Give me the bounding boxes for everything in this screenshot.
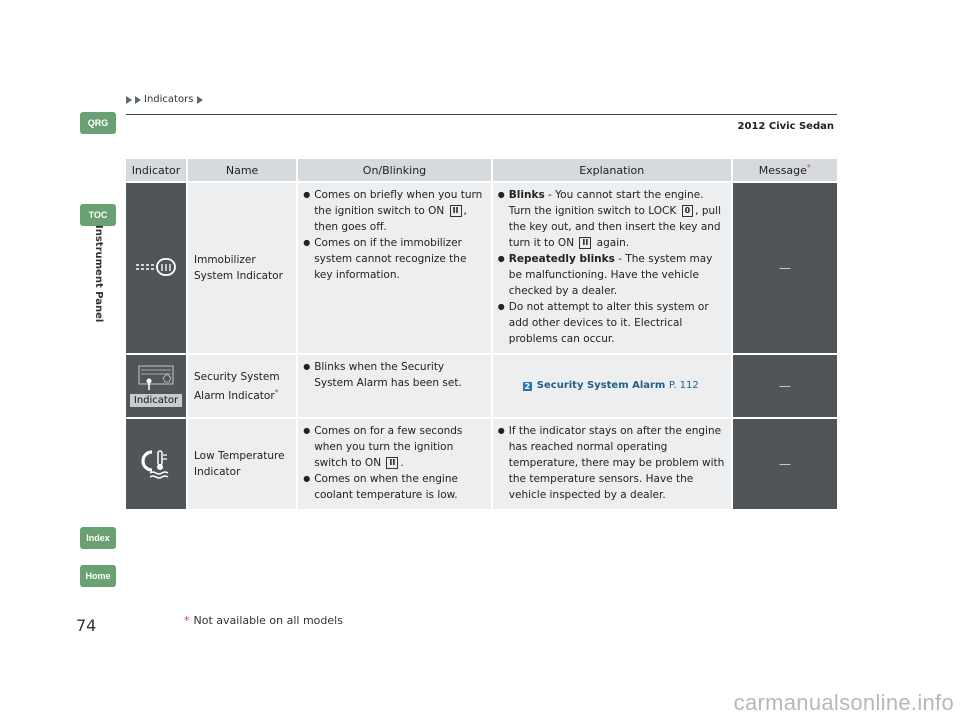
breadcrumb[interactable] <box>126 94 204 105</box>
on-blinking-cell <box>296 419 491 509</box>
list-item: ● If the indicator stays on after the engine has reached normal operating temperature, there may be problem with the temperature sensors. Have the vehicle inspected by a dealer. <box>497 423 725 503</box>
qrg-button[interactable]: QRG <box>80 112 116 134</box>
index-button[interactable]: Index <box>80 527 116 549</box>
column-header: On/Blinking <box>296 159 491 181</box>
chevron-right-icon <box>135 96 141 104</box>
on-blinking-cell <box>296 355 491 417</box>
list-item: ● Comes on briefly when you turn the ignition switch to ON II , then goes off. <box>302 187 485 235</box>
list-item: ● Blinks - You cannot start the engine. Turn the ignition switch to LOCK 0 , pull the key out, and then insert the key and turn it to ON II again. <box>497 187 725 251</box>
breadcrumb-label[interactable]: Indicators <box>144 94 194 105</box>
section-label: Instrument Panel <box>93 225 104 323</box>
table-row <box>126 355 837 417</box>
page-number: 74 <box>76 616 97 635</box>
column-header: Message* <box>731 159 837 181</box>
list-item: ● Comes on for a few seconds when you turn the ignition switch to ON II . <box>302 423 485 471</box>
list-item: ● Do not attempt to alter this system or add other devices to it. Electrical problems can occur. <box>497 299 725 347</box>
immobilizer-key-icon <box>134 256 178 278</box>
table-row <box>126 183 837 353</box>
header-rule <box>126 114 837 115</box>
indicator-cell <box>126 183 186 353</box>
message-cell: — <box>731 183 837 353</box>
message-cell: — <box>731 355 837 417</box>
chevron-right-icon <box>126 96 132 104</box>
explanation-cell <box>491 419 731 509</box>
table-row <box>126 419 837 509</box>
message-cell: — <box>731 419 837 509</box>
reference-arrow-icon: 2 <box>524 381 531 391</box>
indicator-name: Security System Alarm Indicator* <box>186 355 296 417</box>
toc-button[interactable]: TOC <box>80 204 116 226</box>
indicator-cell <box>126 355 186 417</box>
indicator-name: Low Temperature Indicator <box>186 419 296 509</box>
column-header: Indicator <box>126 159 186 181</box>
column-header: Explanation <box>491 159 731 181</box>
low-temperature-icon <box>136 446 176 480</box>
indicator-cell <box>126 419 186 509</box>
indicator-table <box>126 157 837 511</box>
home-button[interactable]: Home <box>80 565 116 587</box>
indicator-name: Immobilizer System Indicator <box>186 183 296 353</box>
security-alarm-icon <box>133 362 179 394</box>
table-header-row <box>126 159 837 181</box>
explanation-cell <box>491 355 731 417</box>
chevron-right-icon <box>197 96 203 104</box>
on-blinking-cell <box>296 183 491 353</box>
explanation-cell <box>491 183 731 353</box>
list-item: ● Comes on when the engine coolant temperature is low. <box>302 471 485 503</box>
list-item: ● Blinks when the Security System Alarm has been set. <box>302 359 485 391</box>
footnote: * Not available on all models <box>184 614 343 627</box>
model-title: 2012 Civic Sedan <box>737 121 834 132</box>
list-item: ● Repeatedly blinks - The system may be malfunctioning. Have the vehicle checked by a dealer. <box>497 251 725 299</box>
watermark: carmanualsonline.info <box>733 690 954 715</box>
column-header: Name <box>186 159 296 181</box>
cross-reference-link[interactable]: 2 Security System Alarm P. 112 <box>524 379 699 391</box>
indicator-caption: Indicator <box>130 394 182 407</box>
list-item: ● Comes on if the immobilizer system cannot recognize the key information. <box>302 235 485 283</box>
